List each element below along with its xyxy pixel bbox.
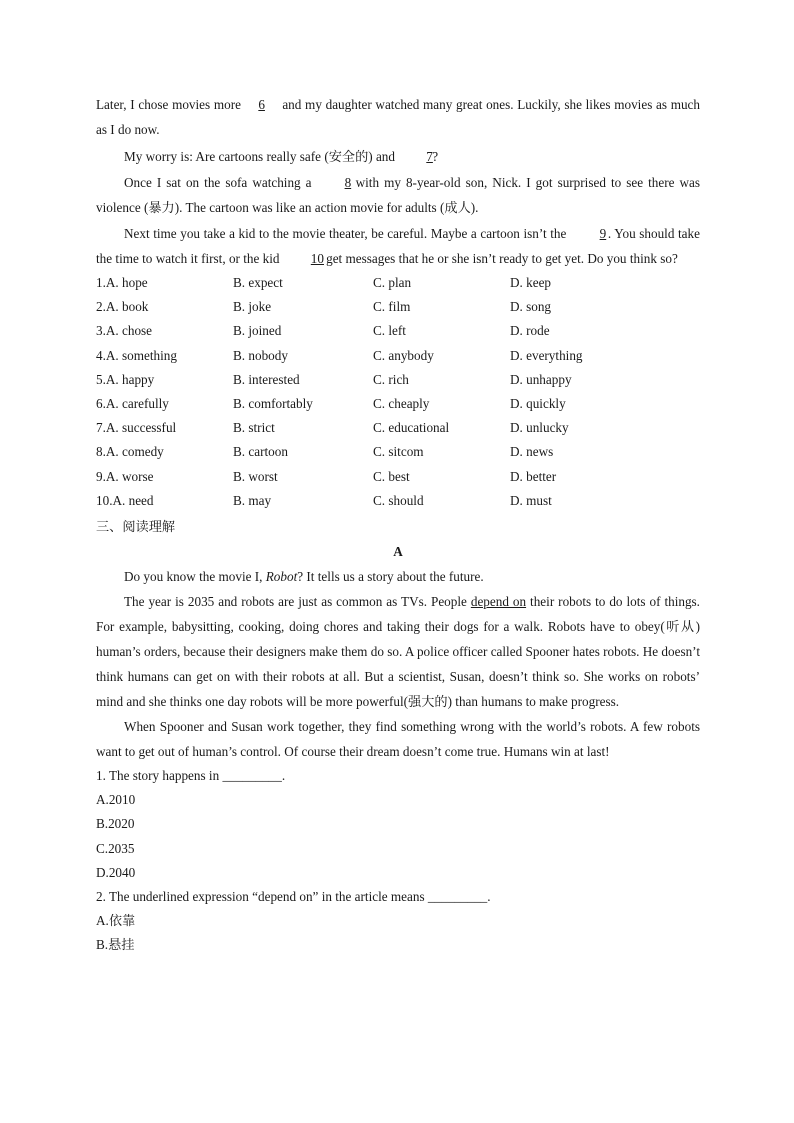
option-cell: 3.A. chose: [96, 323, 153, 339]
text: My worry is: Are cartoons really safe (安全的) and: [124, 149, 399, 164]
text: ?: [432, 149, 439, 164]
answer-blank: _________: [222, 768, 282, 784]
text: 2. The underlined expression “depend on” in the article means: [96, 889, 428, 905]
blank-8: 8: [344, 175, 352, 190]
option-cell: D. better: [510, 468, 557, 484]
text: .: [487, 889, 491, 905]
option-cell: C. rich: [373, 371, 409, 387]
option-cell: B. may: [233, 492, 272, 508]
option-row: [96, 319, 700, 343]
text: Next time you take a kid to the movie theater, be careful. Maybe a cartoon isn’t the: [124, 226, 570, 241]
section-title: 三、阅读理解: [96, 519, 176, 535]
question-stem: [96, 764, 700, 788]
option-cell: B. nobody: [233, 347, 288, 363]
passage-paragraph-3: When Spooner and Susan work together, they find something wrong with the world’s robots. A few robots want to get out of human’s control. Of course their dream doesn’t come true. Humans win at last!: [96, 719, 700, 760]
option-row: [96, 440, 700, 464]
option-cell: C. left: [373, 323, 406, 339]
text: their robots to do lots of things. For example, babysitting, cooking, doing chores and taking their dogs for a walk. Robots have to obey(听从) human’s orders, because their designers make them do so. A police officer called Spooner hates robots. He doesn’t think humans can get on with their robots at all. But a scientist, Susan, doesn’t think so. She works on robots’ mind and she thinks one day robots will be more powerful(强大的) than humans to make progress.: [96, 594, 700, 710]
text: Once I sat on the sofa watching a: [124, 175, 317, 190]
cloze-paragraph-1: [96, 92, 700, 142]
answer-choice: D.2040: [96, 864, 136, 880]
option-cell: B. worst: [233, 468, 278, 484]
option-cell: C. plan: [373, 275, 412, 290]
option-row: [96, 489, 700, 513]
answer-blank: _________: [427, 889, 488, 905]
option-cell: B. cartoon: [233, 444, 288, 460]
option-cell: 4.A. something: [96, 347, 177, 363]
option-cell: B. comfortably: [233, 396, 313, 412]
option-cell: C. should: [373, 492, 424, 508]
answer-choice: B.悬挂: [96, 937, 135, 953]
option-cell: 2.A. book: [96, 299, 149, 315]
option-cell: 7.A. successful: [96, 420, 177, 436]
cloze-paragraph-4: [96, 221, 700, 271]
text: get messages that he or she isn’t ready to get yet. Do you think so?: [322, 251, 678, 266]
option-row: [96, 271, 700, 295]
option-cell: C. anybody: [373, 347, 434, 363]
option-cell: B. interested: [233, 371, 300, 387]
text: Later, I chose movies more: [96, 97, 245, 112]
passage-paragraph-2: [96, 589, 700, 714]
movie-title-italic: Robot: [265, 569, 298, 585]
option-cell: D. news: [510, 444, 554, 460]
option-row: [96, 295, 700, 319]
option-cell: B. joined: [233, 323, 282, 339]
option-cell: C. cheaply: [373, 396, 430, 412]
answer-choice: A.依靠: [96, 913, 136, 929]
underlined-expression: depend on: [470, 594, 527, 610]
text: with my 8-year-old son, Nick. I got surprised to see there was violence (暴力). The cartoon was like an action movie for adults (成人).: [96, 175, 700, 215]
option-cell: C. educational: [373, 420, 450, 436]
text: Do you know the movie I,: [124, 569, 266, 585]
option-cell: B. expect: [233, 275, 283, 290]
option-row: [96, 465, 700, 489]
option-cell: D. song: [510, 299, 552, 315]
option-cell: 9.A. worse: [96, 468, 154, 484]
option-cell: D. quickly: [510, 396, 566, 412]
blank-7: 7: [426, 149, 433, 164]
text: 1. The story happens in: [96, 768, 223, 784]
cloze-paragraph-2: [96, 144, 700, 169]
option-cell: 10.A. need: [96, 492, 154, 508]
text: .: [281, 768, 286, 784]
blank-6: 6: [258, 97, 265, 112]
option-row: [96, 344, 700, 368]
blank-9: 9: [599, 226, 607, 241]
exam-page: [96, 92, 700, 958]
passage-label: A: [393, 544, 403, 560]
option-cell: 6.A. carefully: [96, 396, 169, 412]
answer-choice: A.2010: [96, 792, 136, 808]
option-row: [96, 416, 700, 440]
option-cell: C. best: [373, 468, 410, 484]
option-cell: D. unhappy: [510, 371, 572, 387]
text: ? It tells us a story about the future.: [297, 569, 484, 585]
option-cell: B. strict: [233, 420, 275, 436]
option-cell: 8.A. comedy: [96, 444, 164, 460]
option-cell: D. must: [510, 492, 552, 508]
option-cell: D. rode: [510, 323, 550, 339]
text: The year is 2035 and robots are just as common as TVs. People: [124, 594, 471, 610]
option-cell: B. joke: [233, 299, 272, 315]
text: and my daughter watched many great ones. Luckily, she likes movies as much as I do now.: [96, 97, 700, 137]
option-cell: D. keep: [510, 275, 552, 290]
options-table: [96, 271, 700, 513]
text: . You should take the time to watch it first, or the kid: [96, 226, 700, 266]
option-cell: D. everything: [510, 347, 583, 363]
option-cell: 1.A. hope: [96, 275, 148, 290]
option-cell: D. unlucky: [510, 420, 569, 436]
option-cell: 5.A. happy: [96, 371, 155, 387]
option-row: [96, 392, 700, 416]
option-cell: C. film: [373, 299, 411, 315]
option-cell: C. sitcom: [373, 444, 424, 460]
answer-choice: C.2035: [96, 840, 135, 856]
passage-paragraph-1: [96, 564, 700, 589]
question-stem: [96, 885, 700, 909]
answer-choice: B.2020: [96, 816, 135, 832]
cloze-paragraph-3: [96, 170, 700, 220]
questions: [96, 764, 700, 958]
blank-10: 10: [310, 251, 324, 266]
option-row: [96, 368, 700, 392]
